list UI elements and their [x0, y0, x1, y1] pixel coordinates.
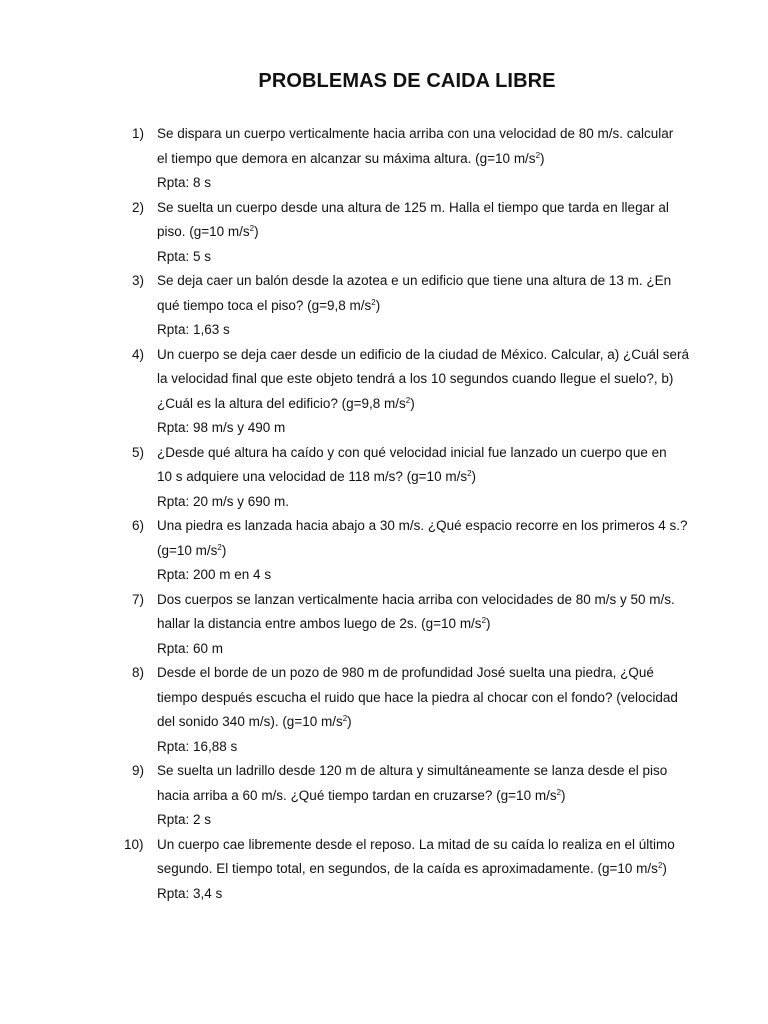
problem-answer: Rpta: 8 s [157, 175, 212, 190]
problem-text-line [157, 710, 677, 735]
problem-list [0, 122, 768, 906]
superscript: 2 [217, 542, 222, 552]
problem-text-line [157, 392, 677, 417]
problem-text: ) [347, 714, 352, 729]
problem-text-line [157, 147, 677, 172]
problem-text: ) [221, 542, 227, 558]
problem-text: el tiempo que demora en alcanzar su máxima altura. (g=10 m/s [157, 150, 536, 166]
problem-text-line: la velocidad final que este objeto tendrá a los 10 segundos cuando llegue el suelo?, b) [157, 371, 674, 386]
problem-number: 3) [132, 273, 145, 288]
problem-item [0, 343, 768, 441]
superscript: 2 [249, 224, 255, 233]
problem-text-line [157, 539, 677, 564]
problem-item [0, 514, 768, 588]
problem-number: 1) [132, 126, 145, 141]
problem-text: del sonido 340 m/s). (g=10 m/s [157, 714, 343, 729]
problem-number: 8) [132, 665, 145, 680]
problem-item [0, 661, 768, 759]
problem-text: ) [561, 787, 566, 803]
problem-body [157, 588, 677, 662]
superscript: 2 [371, 297, 376, 307]
problem-body [157, 759, 677, 833]
problem-item [0, 196, 768, 270]
problem-text-line [157, 612, 677, 637]
problem-text-line: Se suelta un ladrillo desde 120 m de altura y simultáneamente se lanza desde el piso [157, 763, 668, 778]
problem-answer: Rpta: 60 m [157, 640, 224, 656]
superscript: 2 [556, 787, 562, 797]
problem-text: piso. (g=10 m/s [157, 224, 250, 239]
problem-text-line [157, 857, 677, 882]
problem-text-line: Un cuerpo cae libremente desde el reposo. La mitad de su caída lo realiza en el último [157, 836, 675, 852]
problem-number: 9) [132, 763, 145, 778]
superscript: 2 [467, 469, 472, 478]
problem-text: ) [471, 469, 477, 484]
problem-item [0, 833, 768, 907]
problem-text-line: Se deja caer un balón desde la azotea e un edificio que tiene una altura de 13 m. ¿En [157, 273, 672, 288]
problem-answer: Rpta: 2 s [157, 812, 212, 827]
problem-answer: Rpta: 200 m en 4 s [157, 567, 272, 582]
problem-item [0, 269, 768, 343]
problem-body [157, 514, 688, 588]
problem-item [0, 588, 768, 662]
problem-text-line: Se suelta un cuerpo desde una altura de 125 m. Halla el tiempo que tarda en llegar al [157, 199, 669, 215]
problem-text: ) [254, 224, 259, 239]
problem-body [157, 833, 677, 907]
problem-text-line: Un cuerpo se deja caer desde un edificio de la ciudad de México. Calcular, a) ¿Cuál será [157, 346, 690, 362]
problem-number: 5) [132, 444, 145, 460]
problem-text-line: tiempo después escucha el ruido que hace la piedra al chocar con el fondo? (velocidad [157, 689, 678, 705]
problem-text: ¿Cuál es la altura del edificio? (g=9,8 m/s [157, 395, 406, 411]
problem-number: 6) [132, 518, 145, 533]
problem-text: hacia arriba a 60 m/s. ¿Qué tiempo tardan en cruzarse? (g=10 m/s [157, 787, 557, 803]
superscript: 2 [342, 714, 348, 723]
problem-text-line [157, 465, 677, 490]
problem-body [157, 122, 677, 196]
problem-number: 2) [132, 199, 145, 215]
problem-text: ) [540, 150, 545, 166]
problem-text: hallar la distancia entre ambos luego de 2s. (g=10 m/s [157, 616, 482, 631]
problem-item [0, 122, 768, 196]
problem-answer: Rpta: 5 s [157, 248, 212, 264]
problem-item [0, 759, 768, 833]
superscript: 2 [405, 395, 411, 405]
problem-text-line: Se dispara un cuerpo verticalmente hacia arriba con una velocidad de 80 m/s. calcular [157, 126, 674, 141]
page-title: PROBLEMAS DE CAIDA LIBRE [258, 70, 556, 92]
problem-body [157, 343, 690, 441]
problem-body [157, 196, 677, 270]
superscript: 2 [657, 861, 663, 870]
problem-text-line [157, 220, 677, 245]
problem-text: ) [410, 395, 415, 411]
problem-text-line: Una piedra es lanzada hacia abajo a 30 m/s. ¿Qué espacio recorre en los primeros 4 s.? [157, 518, 688, 533]
problem-body [157, 661, 677, 759]
problem-text: qué tiempo toca el piso? (g=9,8 m/s [157, 297, 372, 313]
problem-item [0, 441, 768, 515]
problem-text-line [157, 784, 677, 809]
problem-text: ) [375, 297, 381, 313]
problem-number: 10) [124, 836, 144, 852]
problem-body [157, 441, 677, 515]
superscript: 2 [535, 150, 541, 160]
problem-number: 4) [132, 346, 145, 362]
problem-number: 7) [132, 591, 145, 607]
problem-text: ) [486, 616, 491, 631]
problem-text: (g=10 m/s [157, 542, 218, 558]
problem-answer: Rpta: 20 m/s y 690 m. [157, 493, 290, 509]
problem-text-line: ¿Desde qué altura ha caído y con qué velocidad inicial fue lanzado un cuerpo que en [157, 444, 667, 460]
problem-text-line: Dos cuerpos se lanzan verticalmente hacia arriba con velocidades de 80 m/s y 50 m/s. [157, 591, 675, 607]
problem-text: ) [662, 861, 667, 876]
superscript: 2 [481, 616, 487, 625]
problem-text: 10 s adquiere una velocidad de 118 m/s? (g=10 m/s [157, 469, 468, 484]
problem-text-line: Desde el borde de un pozo de 980 m de profundidad José suelta una piedra, ¿Qué [157, 665, 654, 680]
problem-text: segundo. El tiempo total, en segundos, de la caída es aproximadamente. (g=10 m/s [157, 861, 658, 876]
problem-body [157, 269, 677, 343]
problem-text-line [157, 294, 677, 319]
problem-answer: Rpta: 16,88 s [157, 738, 238, 754]
problem-answer: Rpta: 1,63 s [157, 322, 230, 337]
problem-answer: Rpta: 98 m/s y 490 m [157, 420, 286, 435]
problem-answer: Rpta: 3,4 s [157, 885, 223, 901]
